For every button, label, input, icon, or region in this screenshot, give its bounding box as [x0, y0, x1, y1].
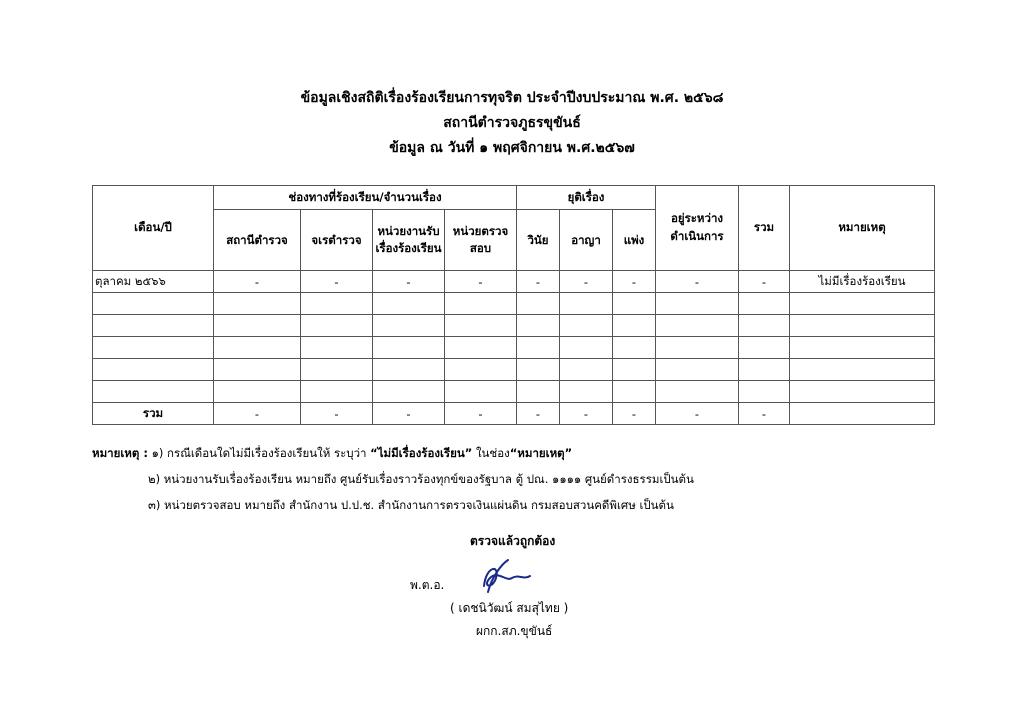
- signature-name: ( เดชนิวัฒน์ สมสุไทย ): [450, 601, 569, 615]
- cell-month: ตุลาคม ๒๕๖๖: [93, 271, 214, 293]
- header-end-criminal: อาญา: [560, 210, 613, 271]
- table-cell: [656, 337, 739, 359]
- table-cell: [301, 337, 373, 359]
- table-cell: -: [656, 271, 739, 293]
- table-cell: [517, 337, 560, 359]
- cell-month: [93, 337, 214, 359]
- table-cell: [445, 381, 517, 403]
- total-remark: [790, 403, 935, 425]
- table-cell: [301, 315, 373, 337]
- header-end-group: ยุติเรื่อง: [517, 186, 656, 210]
- title-line-3: ข้อมูล ณ วันที่ ๑ พฤศจิกายน พ.ศ.๒๕๖๗: [389, 140, 635, 156]
- total-cell: -: [214, 403, 301, 425]
- document-titles: [0, 86, 1024, 161]
- table-cell: [656, 293, 739, 315]
- table-cell: [560, 381, 613, 403]
- table-cell: [560, 337, 613, 359]
- table-cell: [373, 381, 445, 403]
- header-end-discipline: วินัย: [517, 210, 560, 271]
- table-cell: -: [373, 271, 445, 293]
- table-cell: [739, 359, 790, 381]
- header-month: เดือน/ปี: [93, 186, 214, 271]
- table-row: [93, 359, 935, 381]
- table-cell: -: [560, 271, 613, 293]
- signature-position: ผกก.สภ.ขุขันธ์: [476, 624, 553, 638]
- note-1: [92, 440, 992, 466]
- table-cell: [445, 337, 517, 359]
- table-cell: [613, 381, 656, 403]
- table-cell: [301, 381, 373, 403]
- total-cell: -: [517, 403, 560, 425]
- cell-month: [93, 315, 214, 337]
- total-cell: -: [373, 403, 445, 425]
- header-in-progress: อยู่ระหว่างดำเนินการ: [656, 186, 739, 271]
- table-cell: -: [301, 271, 373, 293]
- cell-remark: [790, 381, 935, 403]
- table-cell: [613, 337, 656, 359]
- signature-rank: พ.ต.อ.: [410, 578, 445, 592]
- table-cell: [517, 293, 560, 315]
- table-cell: [214, 337, 301, 359]
- notes-section: [92, 440, 992, 518]
- table-row: [93, 381, 935, 403]
- table-cell: [373, 359, 445, 381]
- total-cell: -: [739, 403, 790, 425]
- table-cell: [656, 359, 739, 381]
- table-cell: -: [445, 271, 517, 293]
- table-cell: -: [613, 271, 656, 293]
- table-cell: [214, 359, 301, 381]
- header-channel-station: สถานีตำรวจ: [214, 210, 301, 271]
- title-line-2: สถานีตำรวจภูธรขุขันธ์: [443, 115, 581, 131]
- note-1-text: ๑) กรณีเดือนใดไม่มีเรื่องร้องเรียนให้ ระบุว่า: [151, 446, 367, 460]
- table-cell: [517, 359, 560, 381]
- statistics-table: [92, 185, 935, 425]
- table-cell: [739, 315, 790, 337]
- table-cell: [739, 337, 790, 359]
- table-row: [93, 293, 935, 315]
- note-3: ๓) หน่วยตรวจสอบ หมายถึง สำนักงาน ป.ป.ช. สำนักงานการตรวจเงินแผ่นดิน กรมสอบสวนคดีพิเศษ เป็นต้น: [148, 498, 674, 512]
- table-cell: [517, 381, 560, 403]
- note-1-mid: ในช่อง: [475, 446, 510, 460]
- table-cell: [445, 359, 517, 381]
- notes-label: หมายเหตุ :: [92, 446, 148, 460]
- header-channel-complaint-unit: หน่วยงานรับเรื่องร้องเรียน: [373, 210, 445, 271]
- table-cell: [445, 293, 517, 315]
- table-row: [93, 271, 935, 293]
- table-cell: [613, 359, 656, 381]
- cell-month: [93, 293, 214, 315]
- table-cell: -: [214, 271, 301, 293]
- total-cell: -: [301, 403, 373, 425]
- table-cell: [373, 315, 445, 337]
- title-line-1: ข้อมูลเชิงสถิติเรื่องร้องเรียนการทุจริต ประจำปีงบประมาณ พ.ศ. ๒๕๖๘: [300, 90, 724, 106]
- table-cell: -: [739, 271, 790, 293]
- cell-remark: [790, 293, 935, 315]
- table-cell: [373, 293, 445, 315]
- total-cell: -: [445, 403, 517, 425]
- table-row: [93, 337, 935, 359]
- total-cell: -: [613, 403, 656, 425]
- table-cell: [373, 337, 445, 359]
- table-cell: [301, 293, 373, 315]
- note-1-bold-1: “ไม่มีเรื่องร้องเรียน”: [370, 446, 473, 460]
- cell-month: [93, 381, 214, 403]
- table-cell: [560, 315, 613, 337]
- table-cell: [739, 381, 790, 403]
- header-channel-inspector: จเรตำรวจ: [301, 210, 373, 271]
- table-cell: [613, 315, 656, 337]
- cell-remark: ไม่มีเรื่องร้องเรียน: [790, 271, 935, 293]
- table-cell: [656, 381, 739, 403]
- table-cell: [214, 381, 301, 403]
- table-cell: [517, 315, 560, 337]
- header-channel-audit-unit: หน่วยตรวจสอบ: [445, 210, 517, 271]
- header-end-civil: แพ่ง: [613, 210, 656, 271]
- handwritten-signature: [478, 556, 558, 596]
- total-label: รวม: [93, 403, 214, 425]
- header-channels-group: ช่องทางที่ร้องเรียน/จำนวนเรื่อง: [214, 186, 517, 210]
- table-cell: [445, 315, 517, 337]
- table-cell: [739, 293, 790, 315]
- table-cell: [613, 293, 656, 315]
- table-cell: [301, 359, 373, 381]
- header-total: รวม: [739, 186, 790, 271]
- total-row: [93, 403, 935, 425]
- table-cell: -: [517, 271, 560, 293]
- note-1-bold-2: “หมายเหตุ”: [509, 446, 573, 460]
- cell-month: [93, 359, 214, 381]
- cell-remark: [790, 359, 935, 381]
- cell-remark: [790, 337, 935, 359]
- signature-title: ตรวจแล้วถูกต้อง: [470, 534, 556, 548]
- table-cell: [656, 315, 739, 337]
- cell-remark: [790, 315, 935, 337]
- total-cell: -: [560, 403, 613, 425]
- table-cell: [214, 315, 301, 337]
- table-cell: [560, 293, 613, 315]
- note-2: ๒) หน่วยงานรับเรื่องร้องเรียน หมายถึง ศูนย์รับเรื่องราวร้องทุกข์ของรัฐบาล ตู้ ปณ. ๑๑๑๑ ศูนย์ดำรงธรรมเป็นต้น: [148, 472, 694, 486]
- table-row: [93, 315, 935, 337]
- header-remark: หมายเหตุ: [790, 186, 935, 271]
- table-cell: [560, 359, 613, 381]
- total-cell: -: [656, 403, 739, 425]
- table-cell: [214, 293, 301, 315]
